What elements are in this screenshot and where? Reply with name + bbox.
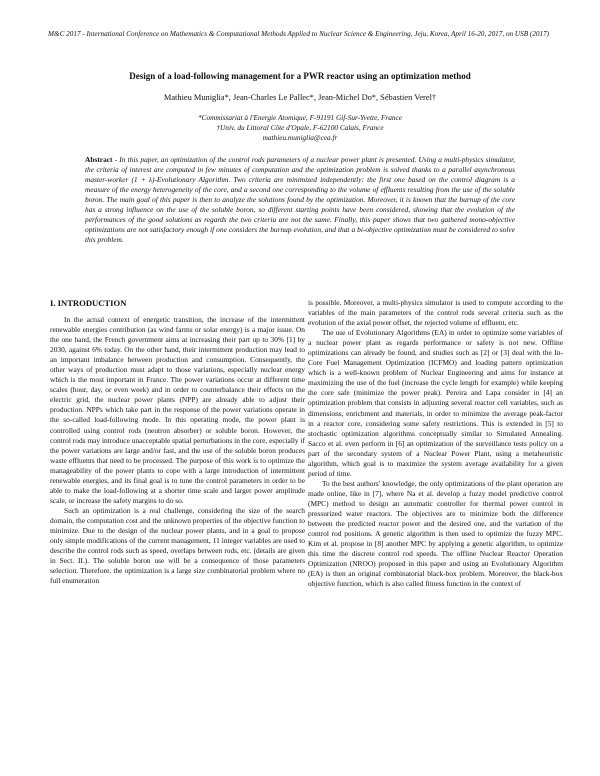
section-heading-introduction: I. INTRODUCTION	[50, 298, 127, 308]
column-right	[308, 298, 563, 589]
corresponding-email: mathieu.muniglia@cea.fr	[262, 133, 338, 142]
author-list: Mathieu Muniglia*, Jean-Charles Le Pallec*, Jean-Michel Do*, Sébastien Verel†	[163, 93, 437, 102]
paragraph: The use of Evolutionary Algorithms (EA) in order to optimize some variables of a nuclear power plant as regards performance or safety is not new. Offline optimizations can already be found, and studies such as [2] or [3] deal with the In-Core Fuel Management Optimization (ICFMO) and loading pattern optimization which is a well-known problem of Nuclear Engineering and aims for instance at maximizing the use of the fuel (increase the cycle length for example) while keeping the core safe (minimize the power peak). Pereira and Lapa consider in [4] an optimization problem that consists in adjusting several reactor cell variables, such as dimensions, enrichment and materials, in order to minimize the average peak-factor in a reactor core, considering some safety restrictions. This is extended in [5] to stochastic optimization algorithms conceptually similar to Simulated Annealing. Sacco et al. even perform in [6] an optimization of the surveillance tests policy on a part of the secondary system of a Nuclear Power Plant, using a metaheuristic algorithm, which goal is to maximize the system average availability for a given period of time.	[308, 328, 563, 478]
paper-title: Design of a load-following management for a PWR reactor using an optimization method	[129, 71, 471, 81]
running-header: M&C 2017 - International Conference on Mathematics & Computational Methods Applied to Nuclear Science & Engineering, Jeju, Korea, April 16-20, 2017, on USB (2017)	[48, 30, 550, 38]
abstract-text: - In this paper, an optimization of the control rods parameters of a nuclear power plant is presented. Using a multi-physics simulator, the criteria of interest are computed in few minutes of computation and the optimization problem is solved thanks to a parallel asynchronous master-worker (1 + λ)-Evolutionary Algorithm. Two criteria are minimized independently: the first one based on the control diagram is a measure of the energy heterogeneity of the core, and a second one corresponding to the volume of effluents resulting from the use of the soluble boron. The main goal of this paper is then to analyze the solutions found by the optimization. Moreover, it is known that the burnup of the core has a strong influence on the use of the soluble boron, so different starting points have been considered, showing that the evolution of the performances of the good solutions as regards the two criteria are not the same. Finally, this paper shows that two gathered mono-objective optimizations are not satisfactory enough if one considers the burnup evolution, and that a bi-objective optimization must be considered to solve this problem.	[85, 155, 515, 245]
paragraph: To the best authors' knowledge, the only optimizations of the plant operation are made online, like in [7], where Na et al. develop a fuzzy model predictive control (MPC) method to design an automatic controller for thermal power control in pressurized water reactors. The objectives are to minimize both the difference between the predicted reactor power and the desired one, and the variation of the control rod positions. A genetic algorithm is then used to optimize the fuzzy MPC. Kim et al. propose in [8] another MPC by applying a genetic algorithm, to optimize this time the discrete control rod speeds. The offline Nuclear Reactor Operation Optimization (NROO) proposed in this paper and using an Evolutionary Algorithm (EA) is then an original combinatorial black-box problem. Moreover, the black-box objective function, which is also called fitness function in the context of	[308, 478, 563, 589]
abstract	[85, 155, 515, 245]
abstract-label: Abstract	[85, 155, 113, 164]
paragraph: In the actual context of energetic transition, the increase of the intermittent renewable energies contribution (as wind farms or solar energy) is a major issue. On the one hand, the French government aims at increasing their part up to 30% [1] by 2030, against 6% today. On the other hand, their intermittent production may lead to an important imbalance between production and consumption. Consequently, the other ways of production must adapt to those variations, especially nuclear energy which is the most important in France. The power variations occur at different time scales (hour, day, or even week) and in order to counterbalance their effects on the electric grid, the nuclear power plants (NPP) are already able to adjust their production. NPPs which take part in the response of the power variations operate in the so-called load-following mode. In this operating mode, the power plant is controlled using control rods (neutron absorber) or soluble boron. However, the control rods may introduce unacceptable spatial perturbations in the core, especially if the power variations are large and/or fast, and the use of the soluble boron produces waste effluents that need to be processed. The purpose of this work is to optimize the manageability of the power plants to cope with a large introduction of intermittent renewable energies, and its final goal is to tune the control parameters in order to be able to make the load-following at a shorter time scale and larger power amplitude scale, or increase the safety margins to do so.	[50, 315, 305, 505]
column-left	[50, 298, 305, 586]
affiliations	[40, 113, 560, 143]
paragraph: is possible. Moreover, a multi-physics simulator is used to compute according to the variables of the main parameters of the control rods several criteria such as the evolution of the axial power offset, the rejected volume of effluent, etc.	[308, 298, 563, 328]
affiliation-cea: *Commissariat à l'Energie Atomique, F-91191 Gif-Sur-Yvette, France	[197, 113, 403, 122]
paragraph: Such an optimization is a real challenge, considering the size of the search domain, the computation cost and the unknown properties of the objective function to minimize. Due to the design of the nuclear power plants, and in a goal to propose only simple modifications of the current management, 11 integer variables are used to describe the control rods such as speed, overlaps between rods, etc. (details are given in Sect. II.). The soluble boron use will be a consequence of those parameters selection. Therefore, the optimization is a large size combinatorial problem where no full enumeration	[50, 505, 305, 586]
affiliation-ulco: †Univ. du Littoral Côte d'Opale, F-62100 Calais, France	[216, 123, 384, 132]
